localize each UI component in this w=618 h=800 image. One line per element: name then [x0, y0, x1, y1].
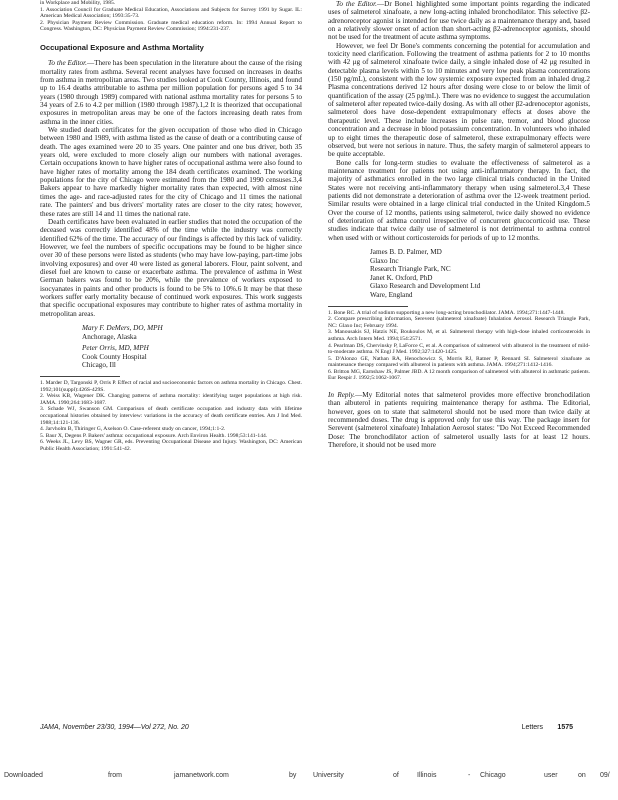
download-word: Illinois — [417, 772, 437, 779]
journal-citation: JAMA, November 23/30, 1994—Vol 272, No. 20 — [40, 724, 189, 731]
reference-item: 4. Pearlman DS, Chervinsky P, LaForce C, et al. A comparison of salmeterol with albuterol in the treatment of mild-to-moderate asthma. N Engl J Med. 1992;327:1420-1425. — [328, 342, 590, 356]
download-word: jamanetwork.com — [174, 772, 229, 779]
reference-item: 1. Bone RC. A trial of sodium supporting a new long-acting bronchodilator. JAMA. 1994;271:1447-1448. — [328, 309, 565, 316]
author-affiliation: Cook County Hospital — [82, 352, 147, 361]
download-word: Chicago — [480, 772, 506, 779]
reference-item: 5. D'Alonzo GE, Nathan RA, Henochowicz S, Morris RJ, Ratner P, Rennard SI. Salmeterol xinafoate as maintenance therapy compared with albuterol in patients with asthma. JAMA. 1994;271:1412-1416. — [328, 355, 590, 369]
reference-item: 6. Britton MG, Earnshaw JS, Palmer JBD. A 12 month comparison of salmeterol with albuterol in asthmatic patients. Eur Respir J. 1992;5:1062-1067. — [328, 368, 590, 382]
reply-text: —My Editorial notes that salmeterol provides more effective bronchodilation than albuterol in patients requiring maintenance therapy for asthma. The Editorial, however, goes on to state that salmeterol should not be used more than twice daily at recommended doses. The drug is approved only for use this way. The package insert for Serevent (salmeterol xinafoate) Inhalation Aerosol states: "Do Not Exceed Recommended Dose: The bronchodilator action of salmeterol usually lasts for at least 12 hours. Therefore, it should not be used more — [328, 391, 591, 450]
top-reference: 2. Physician Payment Review Commission. Graduate medical education reform. In: 1994 Annual Report to Congress. Washington, DC: Physician Payment Review Commission; 1994:231-237. — [40, 19, 302, 33]
download-watermark-line — [0, 772, 618, 786]
letter-paragraph: We studied death certificates for the given occupation of those who died in Chicago between 1980 and 1989, with asthma listed as the cause of death or a contributing cause of death. The ages examined were 20 to 35 years. One painter and one bus driver, both 35 years old, were excluded to more closely align our numbers with national averages. Certain occupations known to have higher rates of occupational asthma were also found to have higher rates of mortality among the 184 death certificates examined. The working populations for the city of Chicago were estimated from the 1980 and 1990 censuses.3,4 Bakers appear to have markedly higher mortality rates than expected, with almost nine times the age- and race-adjusted rates for the city of Chicago and 11 times the national rate. The painters' and bus drivers' mortality rates are closer to the city rates; however, these rates are still 14 and 11 times the national rate. — [40, 126, 302, 218]
paragraph-text: —There has been speculation in the literature about the cause of the rising mortality rates from asthma. Several recent analyses have focused on increases in deaths from asthma in metropolitan areas. Two studies looked at Cook County, Illinois, and found up to 16.4 deaths attributable to asthma per million population for persons aged 5 to 34 years (1980 through 1989) compared with national asthma mortality rates for persons 5 to 34 years of 2.6 to 4.2 per million (1980 through 1987).1,2 It is theorized that occupational exposures in metropolitan areas may be one of the factors increasing death rates from asthma in the inner cities. — [40, 59, 302, 126]
page-footer — [40, 724, 573, 736]
reference-divider — [40, 376, 120, 377]
reference-item: 3. Manousakis SJ, Hatzis NE, Boukoulos M, et al. Salmeterol therapy with high-dose inhaled corticosteroids in asthma. Arch Intern Med. 1994;154:2571. — [328, 329, 590, 342]
download-word: Downloaded — [4, 772, 43, 779]
signature-block — [82, 324, 302, 370]
top-reference: in Workplace and Mobility, 1985. — [40, 0, 116, 6]
reply-lead: In Reply. — [328, 391, 356, 400]
download-word: of — [393, 772, 399, 779]
author-name: Mary F. DeMers, DO, MPH — [82, 323, 163, 332]
reference-item: 4. Jarvholm B, Thiringer G, Axelson O. Case-referent study on cancer, 1994;1:1-2. — [40, 426, 226, 433]
author-name: Peter Orris, MD, MPH — [82, 344, 149, 353]
reference-item: 5. Baur X, Degens P. Bakers' asthma: occupational exposure. Arch Environ Health. 1998;53:141-144. — [40, 432, 268, 439]
letter-paragraph — [40, 59, 302, 126]
reference-item: 1. Marder D, Targonski P, Orris P. Effect of racial and socioeconomic factors on asthma mortality in Chicago. Chest. 1992;101(suppl):426S-429S. — [40, 379, 302, 393]
letter-lead: To the Editor. — [336, 0, 377, 8]
footer-section: Letters — [521, 724, 543, 731]
download-word: on — [578, 772, 586, 779]
reference-divider — [328, 306, 408, 307]
download-word: by — [289, 772, 297, 779]
download-word: University — [313, 772, 344, 779]
reference-item: 2. Compare prescribing information, Serevent (salmeterol xinafoate) Inhalation Aerosol. Research Triangle Park, NC: Glaxo Inc; February 1994. — [328, 316, 590, 329]
reference-item: 3. Schade WJ, Swanson GM. Comparison of death certificate occupation and industry data with lifetime occupational histories obtained by interview: variations in the accuracy of death certificate entries. Am J Ind Med. 1988;14:121-136. — [40, 406, 302, 426]
section-title: Occupational Exposure and Asthma Mortality — [40, 42, 204, 52]
author-affiliation: Chicago, Ill — [82, 361, 116, 370]
author-name: Janet K. Oxford, PhD — [370, 273, 433, 282]
download-word: user — [544, 772, 558, 779]
download-word: 09/ — [600, 772, 610, 779]
letter-paragraph: Bone calls for long-term studies to evaluate the effectiveness of salmeterol as a maintenance treatment for patients not using anti-inflammatory therapy. In fact, the majority of asthmatics enrolled in the two large clinical trials conducted in the United States were not receiving anti-inflammatory therapy when using salmeterol.3,4 These patients did not demonstrate a deterioration of asthma over the 12-week treatment period. Similar results were obtained in a large clinical trial conducted in the United Kingdom.5 Over the course of 12 months, patients using salmeterol, twice daily showed no evidence of deterioration of asthma control irrespective of concurrent glucocorticoid use. These studies indicate that twice daily use of salmeterol is not detrimental to asthma control when used with or without corticosteroids for periods of up to 12 months. — [328, 158, 590, 242]
signature-block — [370, 248, 590, 300]
paragraph-text: —Dr Bone1 highlighted some important points regarding the indicated uses of salmeterol xinafoate, a new long-acting inhaled bronchodilator. This selective β2-adrenoreceptor agonist is intended for use twice daily as a maintenance therapy and, based on a relatively slower onset of action than short-acting β2-adrenoceptor agonists, should not be used for the treatment of acute asthma symptoms. — [328, 0, 590, 42]
reference-item: 2. Weiss KB, Wagener DK. Changing patterns of asthma mortality: identifying target populations at high risk. JAMA. 1990;264:1683-1687. — [40, 393, 302, 406]
page-number: 1575 — [557, 724, 573, 731]
reference-item: 6. Weeks JL, Levy BS, Wagner GR, eds. Preventing Occupational Disease and Injury. Washington, DC: American Public Health Association; 1991:541-42. — [40, 439, 302, 452]
letter-paragraph: However, we feel Dr Bone's comments concerning the potential for accumulation and toxicity need clarification. Following the treatment of asthma patients for 2 to 10 months with 42 μg of salmeterol xinafoate twice daily, a single inhaled dose of 42 μg resulted in detectable plasma levels within 5 to 10 minutes and very low peak plasma concentrations (150 pg/mL), consistent with the low systemic exposure expected from an inhaled drug.2 Plasma concentrations derived 12 hours after dosing were close to or below the limit of quantification of the assay (25 pg/mL). There was no evidence to suggest the accumulation of salmeterol after repeated twice-daily dosing. As with all other β2-adrenoceptor agonists, salmeterol does have dose-dependent extrapulmonary effects at doses above the therapeutic level. These include increases in pulse rate, tremor, and blood glucose concentration and a decrease in blood potassium concentration. In volunteers who inhaled up to eight times the therapeutic dose of salmeterol, these extrapulmonary effects were observed, but were not serious in nature. Thus, the safety margin of salmeterol appears to be quite acceptable. — [328, 41, 590, 159]
author-affiliation: Anchorage, Alaska — [82, 332, 137, 341]
author-affiliation: Ware, England — [370, 290, 413, 299]
author-affiliation: Glaxo Inc — [370, 256, 399, 265]
author-name: James B. D. Palmer, MD — [370, 247, 442, 256]
letter-paragraph — [328, 0, 590, 42]
left-column — [40, 0, 302, 452]
top-reference: 1. Association Council for Graduate Medical Education, Associations and Subjects for Survey 1991 by Sugar. IL: American Medical Association; 1993:35-73. — [40, 6, 302, 20]
letter-paragraph: Death certificates have been evaluated in earlier studies that noted the occupation of the deceased was correctly identified 48% of the time while the industry was correctly identified 62% of the time. The accuracy of our findings is affected by this lack of validity. However, we feel the numbers of specific occupations may be found to be higher since over 30 of these persons were listed as students (who may have low-paying, part-time jobs involving exposures) and over 40 were listed as general laborers. Flour, paint solvent, and diesel fuel are known to cause or exacerbate asthma. The prevalence of asthma in West German bakers was found to be 20%, while the prevalence of workers exposed to isocyanates in paints and other products is found to be 5% to 10%.6 It may be that these workers suffer early mortality because of continued work exposures. This work suggests that specific occupational exposures may contribute to higher rates of asthma mortality in metropolitan areas. — [40, 217, 302, 318]
right-column — [328, 0, 590, 449]
author-affiliation: Research Triangle Park, NC — [370, 265, 451, 274]
letter-lead: To the Editor. — [48, 59, 87, 68]
reply-paragraph — [328, 391, 590, 449]
download-word: - — [468, 772, 471, 779]
download-word: from — [108, 772, 122, 779]
author-affiliation: Glaxo Research and Development Ltd — [370, 282, 481, 291]
